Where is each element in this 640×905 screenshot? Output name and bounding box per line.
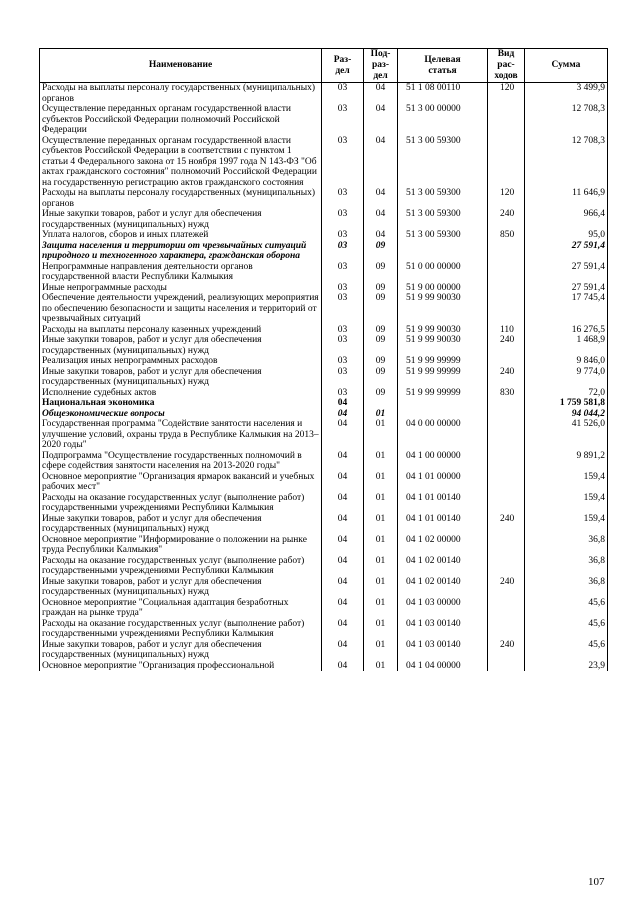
row-sum-cell: 95,0 [525, 230, 608, 241]
row-target-code-cell: 51 3 00 00000 [398, 104, 488, 136]
row-subsection-cell: 01 [364, 419, 398, 451]
row-target-code-cell: 04 1 02 00140 [398, 577, 488, 598]
row-name-cell: Основное мероприятие "Информирование о положении на рынке труда Республики Калмыкия" [40, 535, 322, 556]
row-target-code-cell: 51 9 99 90030 [398, 335, 488, 356]
row-sum-cell: 159,4 [525, 514, 608, 535]
row-expense-type-cell: 240 [488, 209, 525, 230]
row-expense-type-cell [488, 136, 525, 189]
row-sum-cell: 41 526,0 [525, 419, 608, 451]
row-subsection-cell: 01 [364, 409, 398, 420]
row-section-cell: 03 [322, 262, 364, 283]
table-body [40, 83, 608, 672]
row-name-cell: Государственная программа "Содействие занятости населения и улучшение условий, охраны труда в Республике Калмыкия на 2013–2020 годы" [40, 419, 322, 451]
row-name-cell: Расходы на оказание государственных услуг (выполнение работ) государственными учреждениями Республики Калмыкия [40, 493, 322, 514]
header-sum: Сумма [525, 49, 608, 83]
table-row [40, 209, 608, 230]
row-sum-cell: 45,6 [525, 619, 608, 640]
row-target-code-cell: 51 9 99 90030 [398, 325, 488, 336]
row-name-cell: Реализация иных непрограммных расходов [40, 356, 322, 367]
row-subsection-cell: 01 [364, 577, 398, 598]
header-expense-type: Вид рас- ходов [488, 49, 525, 83]
row-target-code-cell: 04 1 01 00140 [398, 493, 488, 514]
row-subsection-cell: 04 [364, 188, 398, 209]
table-row [40, 104, 608, 136]
table-row [40, 472, 608, 493]
row-subsection-cell: 04 [364, 136, 398, 189]
row-section-cell: 04 [322, 535, 364, 556]
row-section-cell: 03 [322, 325, 364, 336]
row-section-cell: 04 [322, 451, 364, 472]
row-target-code-cell: 51 3 00 59300 [398, 136, 488, 189]
row-subsection-cell: 04 [364, 230, 398, 241]
row-name-cell: Общеэкономические вопросы [40, 409, 322, 420]
table-row [40, 83, 608, 105]
row-name-cell: Расходы на выплаты персоналу государственных (муниципальных) органов [40, 83, 322, 105]
row-target-code-cell: 51 0 00 00000 [398, 262, 488, 283]
row-expense-type-cell: 240 [488, 335, 525, 356]
row-sum-cell: 3 499,9 [525, 83, 608, 105]
row-section-cell: 03 [322, 283, 364, 294]
row-expense-type-cell: 240 [488, 640, 525, 661]
row-name-cell: Основное мероприятие "Организация ярмарок вакансий и учебных рабочих мест" [40, 472, 322, 493]
row-sum-cell: 23,9 [525, 661, 608, 672]
row-sum-cell: 36,8 [525, 535, 608, 556]
row-section-cell: 04 [322, 556, 364, 577]
row-expense-type-cell [488, 356, 525, 367]
row-section-cell: 03 [322, 83, 364, 105]
row-sum-cell: 1 468,9 [525, 335, 608, 356]
row-name-cell: Уплата налогов, сборов и иных платежей [40, 230, 322, 241]
row-section-cell: 03 [322, 104, 364, 136]
table-row [40, 535, 608, 556]
row-subsection-cell: 01 [364, 451, 398, 472]
row-name-cell: Осуществление переданных органам государственной власти субъектов Российской Федерации в соответствии с пунктом 1 статьи 4 Федерального закона от 15 ноября 1997 года N 143-ФЗ "Об актах гражданского состояния" полномочий Российской Федерации на государственную регистрацию актов гражданского состояния [40, 136, 322, 189]
table-row [40, 398, 608, 409]
table-row [40, 598, 608, 619]
row-subsection-cell: 01 [364, 640, 398, 661]
table-row [40, 419, 608, 451]
table-row [40, 388, 608, 399]
table-row [40, 293, 608, 325]
row-sum-cell: 9 774,0 [525, 367, 608, 388]
table-row [40, 136, 608, 189]
table-row [40, 356, 608, 367]
table-row [40, 619, 608, 640]
row-sum-cell: 159,4 [525, 472, 608, 493]
row-expense-type-cell: 110 [488, 325, 525, 336]
row-section-cell: 04 [322, 419, 364, 451]
header-target-code: Целевая статья [398, 49, 488, 83]
row-target-code-cell: 04 1 01 00140 [398, 514, 488, 535]
row-expense-type-cell: 850 [488, 230, 525, 241]
row-target-code-cell: 51 3 00 59300 [398, 188, 488, 209]
row-subsection-cell: 01 [364, 598, 398, 619]
row-expense-type-cell [488, 409, 525, 420]
header-name: Наименование [40, 49, 322, 83]
row-sum-cell: 17 745,4 [525, 293, 608, 325]
row-section-cell: 04 [322, 661, 364, 672]
row-section-cell: 03 [322, 241, 364, 262]
table-row [40, 577, 608, 598]
row-subsection-cell: 04 [364, 209, 398, 230]
row-section-cell: 03 [322, 367, 364, 388]
row-section-cell: 04 [322, 493, 364, 514]
row-name-cell: Иные непрограммные расходы [40, 283, 322, 294]
row-name-cell: Основное мероприятие "Социальная адаптация безработных граждан на рынке труда" [40, 598, 322, 619]
row-target-code-cell: 04 1 03 00140 [398, 640, 488, 661]
row-expense-type-cell [488, 598, 525, 619]
table-row [40, 640, 608, 661]
row-section-cell: 04 [322, 598, 364, 619]
row-section-cell: 03 [322, 230, 364, 241]
row-name-cell: Защита населения и территории от чрезвычайных ситуаций природного и техногенного характера, гражданская оборона [40, 241, 322, 262]
row-sum-cell: 27 591,4 [525, 241, 608, 262]
row-expense-type-cell [488, 283, 525, 294]
row-section-cell: 04 [322, 640, 364, 661]
row-section-cell: 04 [322, 619, 364, 640]
row-subsection-cell: 09 [364, 293, 398, 325]
row-expense-type-cell [488, 398, 525, 409]
row-subsection-cell [364, 398, 398, 409]
row-sum-cell: 11 646,9 [525, 188, 608, 209]
row-target-code-cell: 04 1 03 00000 [398, 598, 488, 619]
row-name-cell: Иные закупки товаров, работ и услуг для обеспечения государственных (муниципальных) нужд [40, 367, 322, 388]
row-target-code-cell: 51 9 99 99999 [398, 388, 488, 399]
table-row [40, 325, 608, 336]
row-name-cell: Подпрограмма "Осуществление государственных полномочий в сфере содействия занятости населения на 2013-2020 годы" [40, 451, 322, 472]
row-sum-cell: 72,0 [525, 388, 608, 399]
row-section-cell: 03 [322, 388, 364, 399]
row-name-cell: Национальная экономика [40, 398, 322, 409]
table-header [40, 49, 608, 83]
row-sum-cell: 159,4 [525, 493, 608, 514]
row-expense-type-cell [488, 535, 525, 556]
row-name-cell: Расходы на выплаты персоналу казенных учреждений [40, 325, 322, 336]
row-sum-cell: 12 708,3 [525, 104, 608, 136]
row-sum-cell: 966,4 [525, 209, 608, 230]
row-sum-cell: 94 044,2 [525, 409, 608, 420]
row-name-cell: Обеспечение деятельности учреждений, реализующих мероприятия по обеспечению безопасности и защиты населения и территорий от чрезвычайных ситуаций [40, 293, 322, 325]
row-expense-type-cell [488, 472, 525, 493]
row-name-cell: Осуществление переданных органам государственной власти субъектов Российской Федерации полномочий Российской Федерации [40, 104, 322, 136]
row-expense-type-cell [488, 262, 525, 283]
row-expense-type-cell: 120 [488, 83, 525, 105]
row-target-code-cell: 51 9 00 00000 [398, 283, 488, 294]
row-name-cell: Иные закупки товаров, работ и услуг для обеспечения государственных (муниципальных) нужд [40, 577, 322, 598]
row-target-code-cell: 04 1 04 00000 [398, 661, 488, 672]
row-subsection-cell: 04 [364, 83, 398, 105]
row-subsection-cell: 09 [364, 356, 398, 367]
row-target-code-cell: 04 1 02 00140 [398, 556, 488, 577]
table-row [40, 262, 608, 283]
table-row [40, 335, 608, 356]
row-subsection-cell: 09 [364, 325, 398, 336]
row-name-cell: Расходы на выплаты персоналу государственных (муниципальных) органов [40, 188, 322, 209]
row-expense-type-cell [488, 661, 525, 672]
row-subsection-cell: 09 [364, 388, 398, 399]
header-subsection: Под- раз- дел [364, 49, 398, 83]
table-row [40, 451, 608, 472]
row-name-cell: Иные закупки товаров, работ и услуг для обеспечения государственных (муниципальных) нужд [40, 640, 322, 661]
row-section-cell: 03 [322, 136, 364, 189]
row-name-cell: Иные закупки товаров, работ и услуг для обеспечения государственных (муниципальных) нужд [40, 335, 322, 356]
row-sum-cell: 12 708,3 [525, 136, 608, 189]
row-expense-type-cell: 240 [488, 577, 525, 598]
row-subsection-cell: 09 [364, 262, 398, 283]
row-expense-type-cell [488, 556, 525, 577]
row-target-code-cell: 04 1 03 00140 [398, 619, 488, 640]
row-target-code-cell: 04 1 00 00000 [398, 451, 488, 472]
row-section-cell: 03 [322, 293, 364, 325]
table-row [40, 409, 608, 420]
row-subsection-cell: 01 [364, 661, 398, 672]
row-section-cell: 04 [322, 409, 364, 420]
table-row [40, 514, 608, 535]
table-row [40, 230, 608, 241]
row-expense-type-cell: 240 [488, 367, 525, 388]
header-section: Раз- дел [322, 49, 364, 83]
row-section-cell: 03 [322, 209, 364, 230]
row-sum-cell: 27 591,4 [525, 283, 608, 294]
row-sum-cell: 36,8 [525, 556, 608, 577]
row-target-code-cell: 04 1 02 00000 [398, 535, 488, 556]
row-section-cell: 03 [322, 335, 364, 356]
row-expense-type-cell [488, 104, 525, 136]
row-section-cell: 04 [322, 577, 364, 598]
row-subsection-cell: 01 [364, 619, 398, 640]
budget-table [39, 48, 608, 671]
row-subsection-cell: 09 [364, 335, 398, 356]
row-name-cell: Непрограммные направления деятельности органов государственной власти Республики Калмыкия [40, 262, 322, 283]
row-target-code-cell [398, 409, 488, 420]
row-expense-type-cell: 240 [488, 514, 525, 535]
row-subsection-cell: 01 [364, 493, 398, 514]
row-expense-type-cell: 830 [488, 388, 525, 399]
row-sum-cell: 9 846,0 [525, 356, 608, 367]
row-sum-cell: 16 276,5 [525, 325, 608, 336]
row-target-code-cell: 04 1 01 00000 [398, 472, 488, 493]
row-section-cell: 03 [322, 188, 364, 209]
page-number: 107 [588, 876, 605, 888]
row-sum-cell: 36,8 [525, 577, 608, 598]
row-sum-cell: 45,6 [525, 640, 608, 661]
row-subsection-cell: 01 [364, 472, 398, 493]
row-target-code-cell: 04 0 00 00000 [398, 419, 488, 451]
row-target-code-cell: 51 3 00 59300 [398, 230, 488, 241]
row-target-code-cell: 51 9 99 99999 [398, 367, 488, 388]
table-row [40, 241, 608, 262]
row-expense-type-cell [488, 293, 525, 325]
row-section-cell: 04 [322, 398, 364, 409]
row-expense-type-cell [488, 419, 525, 451]
row-section-cell: 04 [322, 472, 364, 493]
row-sum-cell: 1 759 581,8 [525, 398, 608, 409]
row-name-cell: Расходы на оказание государственных услуг (выполнение работ) государственными учреждениями Республики Калмыкия [40, 619, 322, 640]
row-sum-cell: 9 891,2 [525, 451, 608, 472]
row-target-code-cell [398, 398, 488, 409]
row-name-cell: Иные закупки товаров, работ и услуг для обеспечения государственных (муниципальных) нужд [40, 514, 322, 535]
row-target-code-cell [398, 241, 488, 262]
row-target-code-cell: 51 3 00 59300 [398, 209, 488, 230]
row-subsection-cell: 09 [364, 241, 398, 262]
table-row [40, 493, 608, 514]
row-target-code-cell: 51 9 99 99999 [398, 356, 488, 367]
row-expense-type-cell: 120 [488, 188, 525, 209]
row-section-cell: 03 [322, 356, 364, 367]
row-expense-type-cell [488, 493, 525, 514]
row-name-cell: Исполнение судебных актов [40, 388, 322, 399]
row-subsection-cell: 01 [364, 535, 398, 556]
table-row [40, 556, 608, 577]
row-subsection-cell: 09 [364, 283, 398, 294]
row-sum-cell: 27 591,4 [525, 262, 608, 283]
row-section-cell: 04 [322, 514, 364, 535]
row-sum-cell: 45,6 [525, 598, 608, 619]
row-subsection-cell: 09 [364, 367, 398, 388]
row-name-cell: Иные закупки товаров, работ и услуг для обеспечения государственных (муниципальных) нужд [40, 209, 322, 230]
row-subsection-cell: 04 [364, 104, 398, 136]
row-expense-type-cell [488, 619, 525, 640]
table-row [40, 283, 608, 294]
row-target-code-cell: 51 1 08 00110 [398, 83, 488, 105]
row-expense-type-cell [488, 451, 525, 472]
row-subsection-cell: 01 [364, 514, 398, 535]
table-row [40, 188, 608, 209]
row-subsection-cell: 01 [364, 556, 398, 577]
table-row [40, 661, 608, 672]
row-name-cell: Основное мероприятие "Организация профессиональной [40, 661, 322, 672]
row-expense-type-cell [488, 241, 525, 262]
table-row [40, 367, 608, 388]
row-target-code-cell: 51 9 99 90030 [398, 293, 488, 325]
row-name-cell: Расходы на оказание государственных услуг (выполнение работ) государственными учреждениями Республики Калмыкия [40, 556, 322, 577]
